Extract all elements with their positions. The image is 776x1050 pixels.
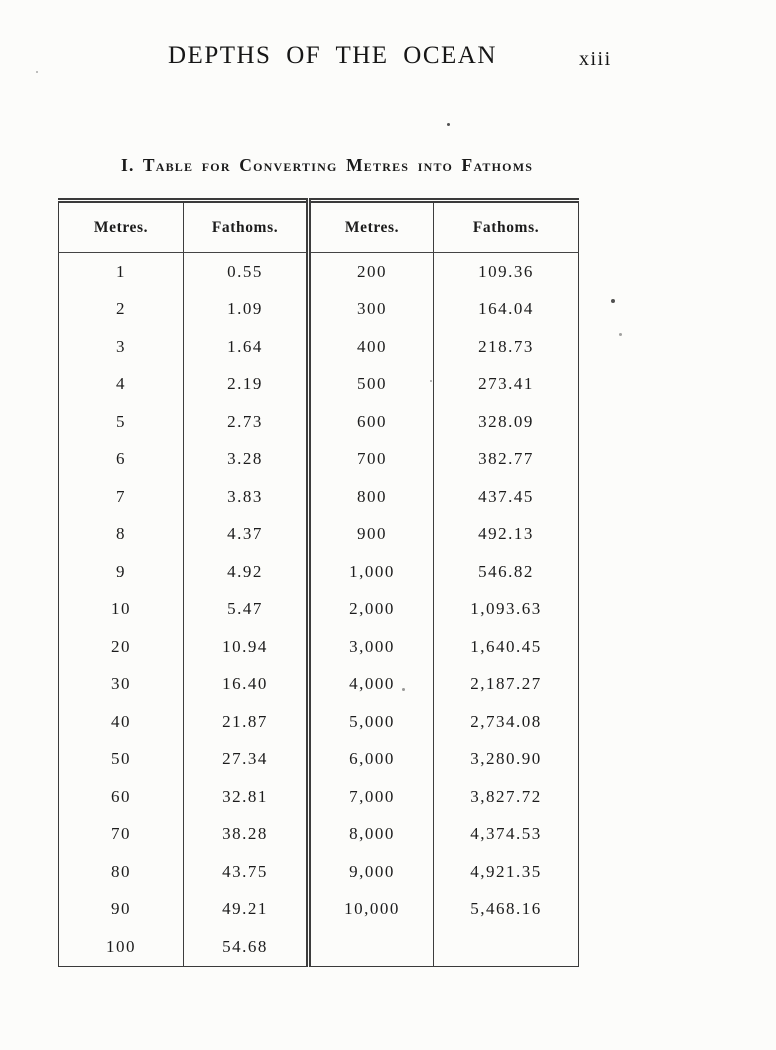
- table-row: [59, 516, 579, 554]
- table-cell: 4,000: [309, 666, 434, 704]
- table-row: [59, 816, 579, 854]
- table-row: [59, 478, 579, 516]
- table-cell: 1.64: [184, 328, 309, 366]
- scan-speck: [36, 71, 38, 73]
- table-cell: 500: [309, 366, 434, 404]
- table-cell: 328.09: [478, 411, 534, 431]
- table-cell: 50: [59, 741, 184, 779]
- table-cell: 8,000: [309, 816, 434, 854]
- table-cell: 900: [309, 516, 434, 554]
- table-body: [59, 253, 579, 967]
- table-cell: 10,000: [309, 891, 434, 929]
- table-cell: 2,734.08: [470, 711, 542, 731]
- table-cell: 2: [59, 291, 184, 329]
- scan-speck: [447, 123, 450, 126]
- conversion-table: [58, 198, 579, 967]
- table-row: [59, 778, 579, 816]
- table-row: [59, 928, 579, 966]
- table-row: [59, 441, 579, 479]
- table-cell: 10.94: [184, 628, 309, 666]
- table-cell: 70: [59, 816, 184, 854]
- table-cell: 90: [59, 891, 184, 929]
- table-cell: 30: [59, 666, 184, 704]
- table-header-row: [59, 201, 579, 253]
- table-cell: 3: [59, 328, 184, 366]
- table-row: [59, 741, 579, 779]
- table-cell: 1,000: [309, 553, 434, 591]
- table-cell: 38.28: [184, 816, 309, 854]
- table-cell: 2,000: [309, 591, 434, 629]
- table-cell: 10: [59, 591, 184, 629]
- table-cell: 40: [59, 703, 184, 741]
- table-row: [59, 591, 579, 629]
- table-cell: 300: [309, 291, 434, 329]
- table-cell: 492.13: [478, 524, 534, 544]
- table-row: [59, 253, 579, 291]
- table-cell: 5: [59, 403, 184, 441]
- scan-speck: [619, 333, 622, 336]
- page-number: xiii: [579, 48, 612, 70]
- table-row: [59, 891, 579, 929]
- table-row: [59, 666, 579, 704]
- table-cell: 546.82: [478, 561, 534, 581]
- table-cell: 6,000: [309, 741, 434, 779]
- table-row: [59, 403, 579, 441]
- col-header-fathoms-2: Fathoms.: [434, 201, 579, 253]
- table-cell: 21.87: [184, 703, 309, 741]
- table-cell: 43.75: [184, 853, 309, 891]
- table-cell: 437.45: [478, 486, 534, 506]
- scan-speck: [611, 299, 615, 303]
- page-title: DEPTHS OF THE OCEAN: [168, 42, 497, 69]
- col-header-metres-1: Metres.: [59, 201, 184, 253]
- table-cell: 218.73: [478, 336, 534, 356]
- table-cell: 1,093.63: [470, 599, 542, 619]
- table-cell: 8: [59, 516, 184, 554]
- table-row: [59, 703, 579, 741]
- table-cell: 20: [59, 628, 184, 666]
- table-cell: 4,374.53: [470, 824, 542, 844]
- table-cell: 7,000: [309, 778, 434, 816]
- table-cell: 2.73: [184, 403, 309, 441]
- table-row: [59, 366, 579, 404]
- table-cell: 4.92: [184, 553, 309, 591]
- table-cell: 6: [59, 441, 184, 479]
- table-cell: 5.47: [184, 591, 309, 629]
- table-cell: 4,921.35: [470, 861, 542, 881]
- table-cell: 2,187.27: [470, 674, 542, 694]
- table-cell: 0.55: [184, 253, 309, 291]
- table-cell: 4.37: [184, 516, 309, 554]
- col-header-fathoms-1: Fathoms.: [184, 201, 309, 253]
- table-row: [59, 628, 579, 666]
- table-cell: 9,000: [309, 853, 434, 891]
- table-cell: 400: [309, 328, 434, 366]
- table-row: [59, 291, 579, 329]
- table-cell: 27.34: [184, 741, 309, 779]
- table-cell: 3,000: [309, 628, 434, 666]
- table-cell: 3.28: [184, 441, 309, 479]
- table-cell: 80: [59, 853, 184, 891]
- table-cell: 7: [59, 478, 184, 516]
- table-cell: [309, 928, 434, 966]
- table-cell: 100: [59, 928, 184, 966]
- table-row: [59, 853, 579, 891]
- table-cell: 1.09: [184, 291, 309, 329]
- table-caption: I. Table for Converting Metres into Fathoms: [121, 155, 534, 175]
- table-cell: 164.04: [478, 299, 534, 319]
- table-cell: 49.21: [184, 891, 309, 929]
- table-cell: 109.36: [478, 261, 534, 281]
- table-cell: 1,640.45: [470, 636, 542, 656]
- table-cell: 382.77: [478, 449, 534, 469]
- table-cell: 800: [309, 478, 434, 516]
- scan-speck: [402, 688, 405, 691]
- table-cell: 200: [309, 253, 434, 291]
- table-cell: 5,000: [309, 703, 434, 741]
- scan-speck: [430, 380, 432, 382]
- table-cell: 700: [309, 441, 434, 479]
- table-cell: 60: [59, 778, 184, 816]
- table-cell: 5,468.16: [470, 899, 542, 919]
- table-cell: [434, 928, 579, 966]
- table-cell: 54.68: [184, 928, 309, 966]
- table-cell: 4: [59, 366, 184, 404]
- table-cell: 3,280.90: [470, 749, 542, 769]
- table-cell: 1: [59, 253, 184, 291]
- table-row: [59, 328, 579, 366]
- col-header-metres-2: Metres.: [309, 201, 434, 253]
- table-cell: 273.41: [478, 374, 534, 394]
- table-cell: 3,827.72: [470, 786, 542, 806]
- table-cell: 2.19: [184, 366, 309, 404]
- table-cell: 9: [59, 553, 184, 591]
- table-cell: 3.83: [184, 478, 309, 516]
- table-row: [59, 553, 579, 591]
- table-cell: 32.81: [184, 778, 309, 816]
- table-cell: 600: [309, 403, 434, 441]
- table-cell: 16.40: [184, 666, 309, 704]
